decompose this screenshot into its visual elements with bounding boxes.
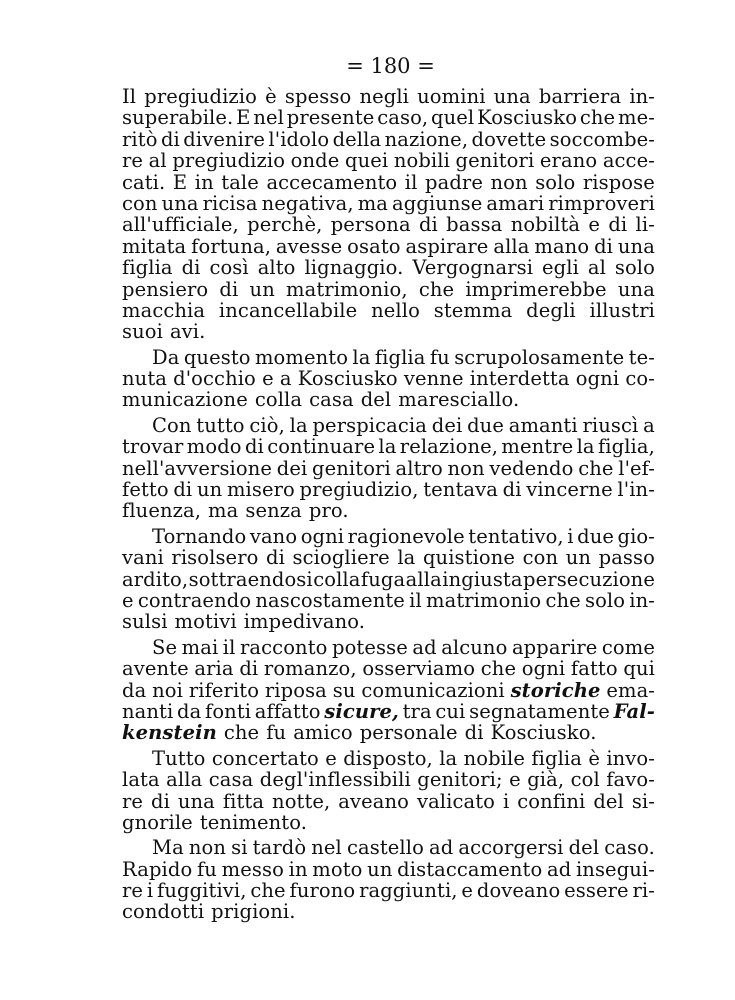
text-line: e contraendo nascostamente il matrimonio che solo in- — [122, 588, 655, 612]
text-line: figlia di così alto lignaggio. Vergognarsi egli al solo — [122, 256, 655, 280]
text-line: municazione colla casa del maresciallo. — [122, 388, 520, 412]
text-line: gnorile tenimento. — [122, 810, 308, 834]
page-number — [122, 52, 655, 80]
text-line: Con tutto ciò, la perspicacia dei due amanti riuscì a — [152, 413, 655, 437]
text-line: re di una fitta notte, aveano valicato i confini del si- — [122, 789, 655, 813]
text-line: re al pregiudizio onde quei nobili genitori erano acce- — [122, 149, 655, 173]
text-line: Tornando vano ogni ragionevole tentativo, i due gio- — [152, 524, 655, 548]
paragraph — [122, 637, 655, 744]
text-line: superabile. E nel presente caso, quel Kosciusko che me- — [122, 106, 655, 130]
text-line: trovar modo di continuare la relazione, mentre la figlia, — [122, 435, 655, 459]
text-line: nanti da fonti affatto sicure, tra cui segnatamente Fal- — [122, 699, 655, 723]
text-line: vani risolsero di sciogliere la quistione con un passo — [122, 546, 655, 570]
text-line: kenstein che fu amico personale di Kosciusko. — [122, 721, 597, 745]
text-line: Il pregiudizio è spesso negli uomini una barriera in- — [122, 85, 655, 108]
text-line: sulsi motivi impedivano. — [122, 610, 366, 634]
text-line: Da questo momento la figlia fu scrupolosamente te- — [152, 345, 655, 369]
paragraph — [122, 837, 655, 923]
text-line: fetto di un misero pregiudizio, tentava di vincerne l'in- — [122, 478, 655, 502]
text-line: nell'avversione dei genitori altro non vedendo che l'ef- — [122, 456, 655, 480]
text-line: avente aria di romanzo, osserviamo che ogni fatto qui — [122, 657, 655, 681]
text-line: lata alla casa degl'inflessibili genitori; e già, col favo- — [122, 768, 655, 792]
text-line: ardito, sottraendosi colla fuga alla ingiusta persecuzione — [122, 567, 655, 591]
text-line: cati. E in tale accecamento il padre non solo rispose — [122, 170, 655, 194]
paragraph — [122, 86, 655, 343]
paragraph — [122, 415, 655, 522]
text-line: da noi riferito riposa su comunicazioni storiche ema- — [122, 678, 655, 702]
text-line: ritò di divenire l'idolo della nazione, dovette soccombe- — [122, 127, 655, 151]
text-line: condotti prigioni. — [122, 900, 296, 924]
text-line: con una ricisa negativa, ma aggiunse amari rimproveri — [122, 191, 655, 215]
text-line: macchia incancellabile nello stemma degli illustri — [122, 298, 655, 322]
text-line: suoi avi. — [122, 320, 206, 344]
text-line: mitata fortuna, avesse osato aspirare alla mano di una — [122, 234, 655, 258]
page-body-text — [122, 86, 655, 923]
paragraph — [122, 347, 655, 411]
paragraph — [122, 748, 655, 834]
text-line: nuta d'occhio e a Kosciusko venne interdetta ogni co- — [122, 367, 655, 391]
text-line: Tutto concertato e disposto, la nobile figlia è invo- — [152, 746, 655, 770]
text-line: Rapido fu messo in moto un distaccamento ad insegui- — [122, 857, 655, 881]
text-line: Se mai il racconto potesse ad alcuno apparire come — [152, 635, 655, 659]
text-line: fluenza, ma senza pro. — [122, 499, 349, 523]
text-line: Ma non si tardò nel castello ad accorgersi del caso. — [152, 836, 655, 860]
page-number-text: = 180 = — [346, 54, 435, 78]
paragraph — [122, 526, 655, 633]
text-line: all'ufficiale, perchè, persona di bassa nobiltà e di li- — [122, 213, 655, 237]
text-line: pensiero di un matrimonio, che imprimerebbe una — [122, 277, 655, 301]
text-line: re i fuggitivi, che furono raggiunti, e doveano essere ri- — [122, 879, 655, 903]
